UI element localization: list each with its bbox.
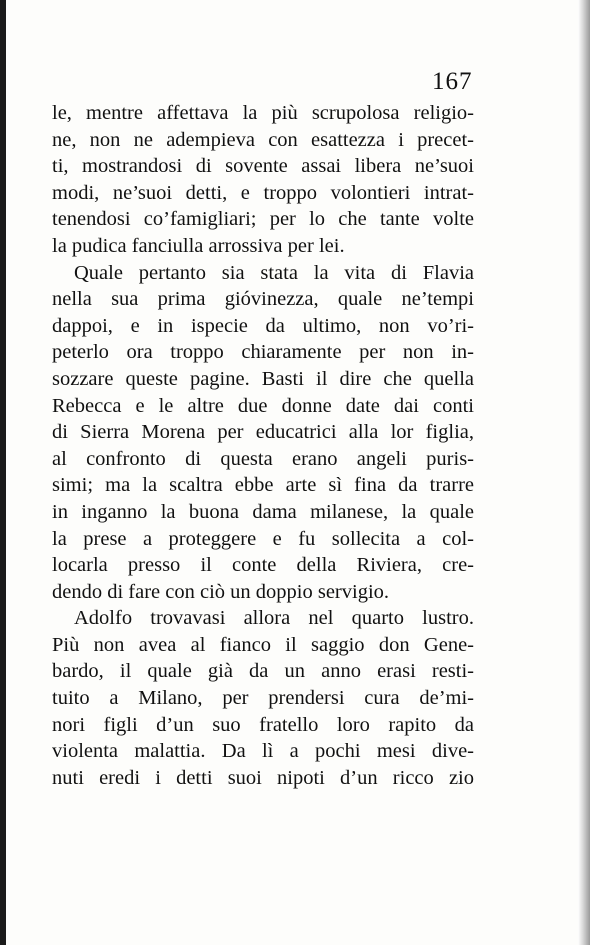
text-line: in inganno la buona dama milanese, la quale bbox=[52, 500, 474, 523]
text-line: locarla presso il conte della Riviera, cre- bbox=[52, 554, 474, 577]
text-line: al confronto di questa erano angeli puris- bbox=[52, 447, 474, 470]
text-line: Più non avea al fianco il saggio don Gene- bbox=[52, 633, 474, 656]
text-line: di Sierra Morena per educatrici alla lor figlia, bbox=[52, 421, 474, 444]
text-line: nuti eredi i detti suoi nipoti d’un ricco zio bbox=[52, 766, 474, 789]
text-line: bardo, il quale già da un anno erasi resti- bbox=[52, 660, 474, 683]
text-line: modi, ne’suoi detti, e troppo volontieri intrat- bbox=[52, 181, 474, 204]
text-line: la pudica fanciulla arrossiva per lei. bbox=[52, 234, 345, 257]
text-line: ne, non ne adempieva con esattezza i precet- bbox=[52, 128, 474, 151]
text-line: nella sua prima gióvinezza, quale ne’tempi bbox=[52, 288, 474, 311]
text-line: dendo di fare con ciò un doppio servigio. bbox=[52, 580, 390, 603]
text-line: ti, mostrandosi di sovente assai libera ne’suoi bbox=[52, 155, 474, 178]
text-line: violenta malattia. Da lì a pochi mesi dive- bbox=[52, 740, 474, 763]
text-line: simi; ma la scaltra ebbe arte sì fina da trarre bbox=[52, 474, 474, 497]
text-line: tuito a Milano, per prendersi cura de’mi- bbox=[52, 687, 474, 710]
page-number: 167 bbox=[432, 68, 473, 95]
text-line: Quale pertanto sia stata la vita di Flavia bbox=[74, 261, 474, 284]
text-line: dappoi, e in ispecie da ultimo, non vo’ri- bbox=[52, 314, 474, 337]
page-left-shadow bbox=[0, 0, 6, 945]
page-right-edge bbox=[578, 0, 590, 945]
text-line: tenendosi co’famigliari; per lo che tante volte bbox=[52, 208, 474, 231]
text-line: Adolfo trovavasi allora nel quarto lustro. bbox=[74, 607, 474, 630]
text-line: Rebecca e le altre due donne date dai conti bbox=[52, 394, 474, 417]
body-text bbox=[52, 100, 474, 791]
text-line: le, mentre affettava la più scrupolosa religio- bbox=[52, 102, 474, 124]
text-line: peterlo ora troppo chiaramente per non in- bbox=[52, 341, 474, 364]
text-line: sozzare queste pagine. Basti il dire che quella bbox=[52, 367, 474, 390]
text-line: nori figli d’un suo fratello loro rapito da bbox=[52, 713, 474, 736]
text-line: la prese a proteggere e fu sollecita a col- bbox=[52, 527, 474, 550]
